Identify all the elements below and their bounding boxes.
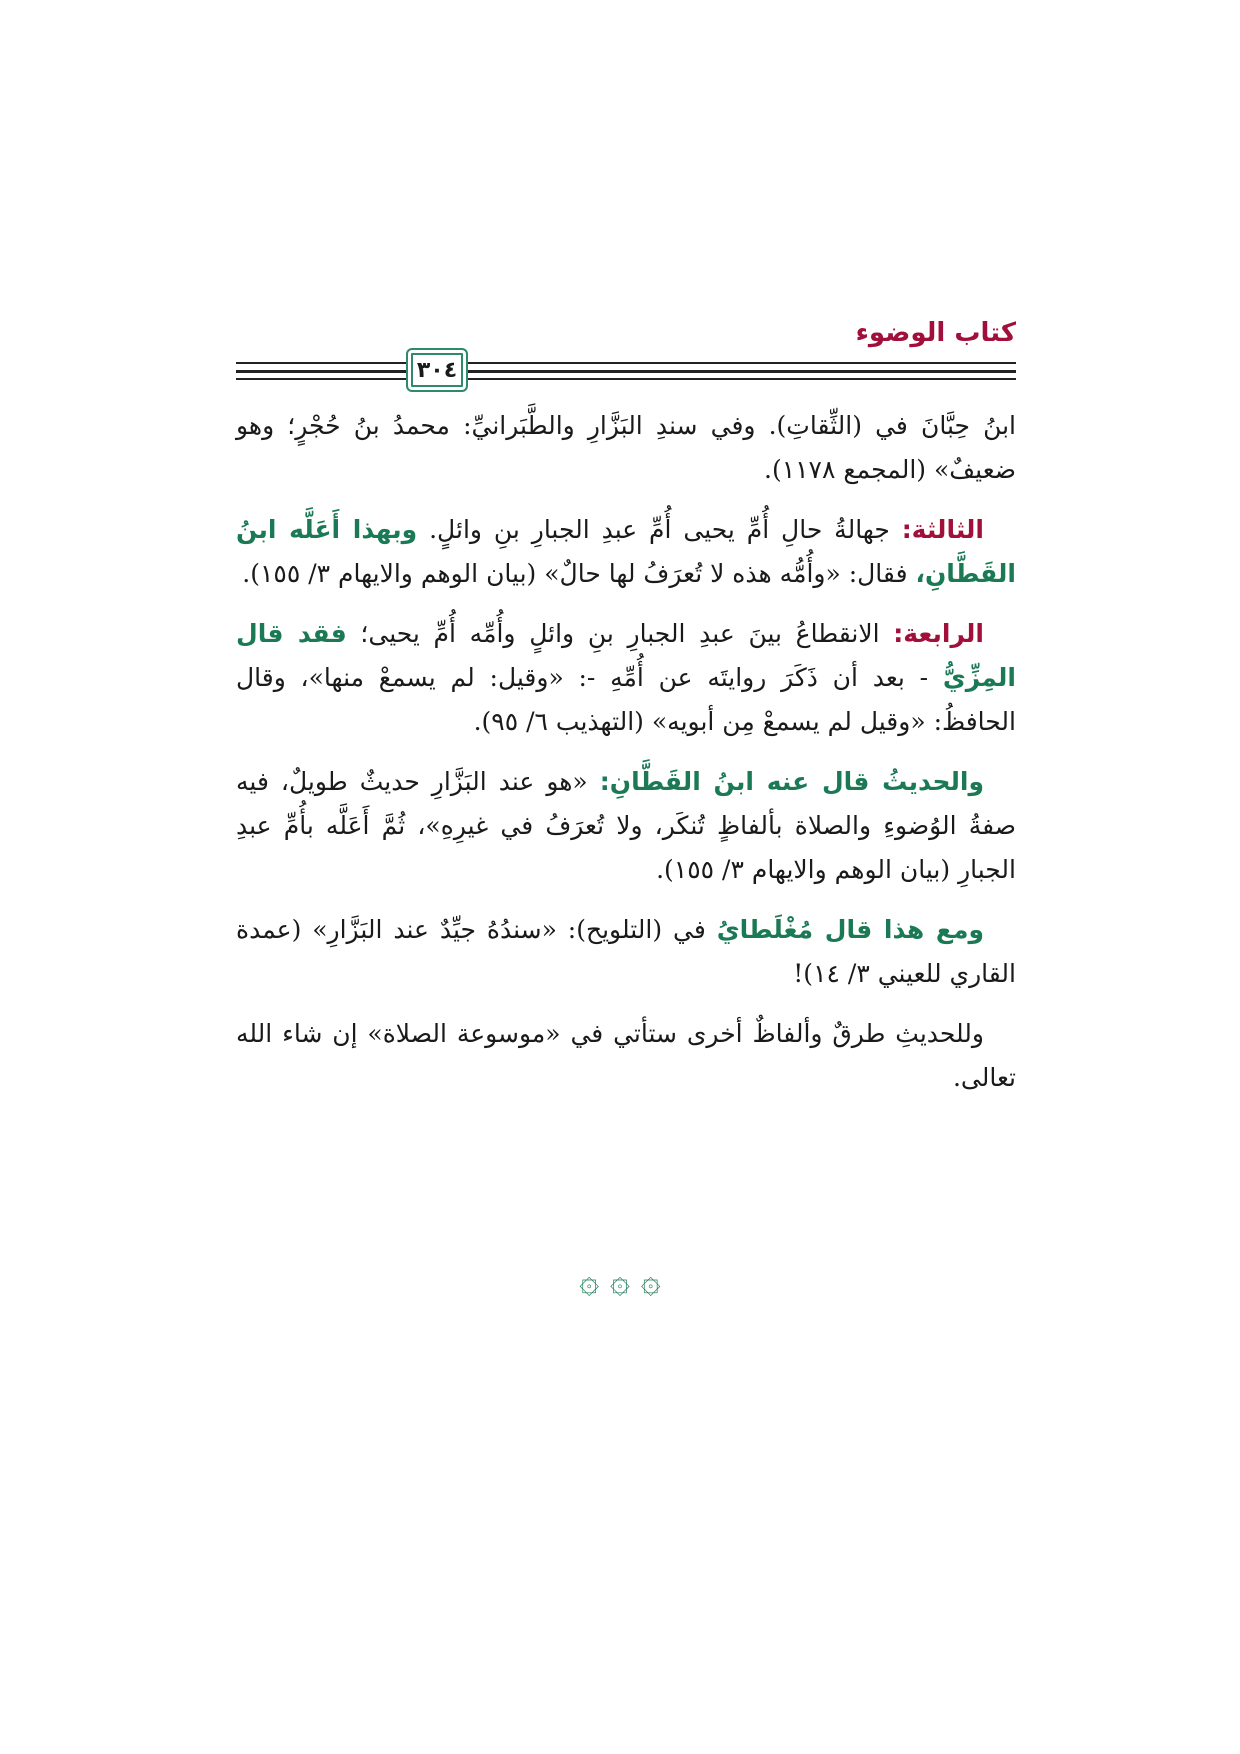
paragraph-6 [236,1012,1016,1100]
paragraph-2 [236,508,1016,596]
page-number: ٣٠٤ [416,357,458,383]
paragraph-3-lead: الرابعة: [893,619,984,648]
paragraph-1 [236,404,1016,492]
paragraph-1-text: ابنُ حِبَّانَ في (الثِّقاتِ). وفي سندِ البَزَّارِ والطَّبَرانيِّ: محمدُ بنُ حُجْرٍ؛ وهو ضعيفٌ» (المجمع ١١٧٨). [236,411,1016,484]
header-rule-top [236,362,1016,364]
paragraph-4-text: «هو عند البَزَّارِ حديثٌ طويلٌ، فيه صفةُ الوُضوءِ والصلاة بألفاظٍ تُنكَر، ولا تُعرَفُ في غيرِهِ»، ثُمَّ أَعَلَّه بأُمِّ عبدِ الجبارِ (بيان الوهم والايهام ٣/ ١٥٥). [236,767,1016,884]
paragraph-3-tail: - بعد أن ذَكَرَ روايتَه عن أُمِّهِ -: «وقيل: لم يسمعْ منها»، وقال الحافظُ: «وقيل لم يسمعْ مِن أبويه» (التهذيب ٦/ ٩٥). [236,663,1016,736]
header-rule-bottom [236,378,1016,380]
page-body [236,404,1016,1116]
header-rule-middle [236,370,1016,373]
paragraph-5-lead: ومع هذا قال مُغْلَطايُ [716,915,984,944]
page-number-badge [406,348,468,392]
paragraph-2-lead: الثالثة: [901,515,984,544]
paragraph-5 [236,908,1016,996]
paragraph-4-lead: والحديثُ قال عنه ابنُ القَطَّانِ: [599,767,984,796]
paragraph-2-tail: فقال: «وأُمُّه هذه لا تُعرَفُ لها حالٌ» (بيان الوهم والايهام ٣/ ١٥٥). [242,559,916,588]
paragraph-3 [236,612,1016,744]
paragraph-2-text: جهالةُ حالِ أُمِّ يحيى أُمِّ عبدِ الجبارِ بنِ وائلٍ. [417,515,902,544]
paragraph-4 [236,760,1016,892]
section-end-ornament-icon: ۞ ۞ ۞ [579,1261,661,1301]
book-title: كتاب الوضوء [855,318,1016,348]
page-header [236,318,1016,382]
paragraph-3-emph: فقد قال المِزِّيُّ [236,619,1016,692]
paragraph-5-text: في (التلويح): «سندُهُ جيِّدٌ عند البَزَّارِ» (عمدة القاري للعيني ٣/ ١٤)! [236,915,1016,988]
paragraph-3-text: الانقطاعُ بينَ عبدِ الجبارِ بنِ وائلٍ وأُمِّه أُمِّ يحيى؛ [346,619,894,648]
paragraph-2-emph: وبهذا أَعَلَّه ابنُ القَطَّانِ، [236,515,1016,588]
paragraph-6-text: وللحديثِ طرقٌ وألفاظٌ أخرى ستأتي في «موسوعة الصلاة» إن شاء الله تعالى. [236,1019,1016,1092]
